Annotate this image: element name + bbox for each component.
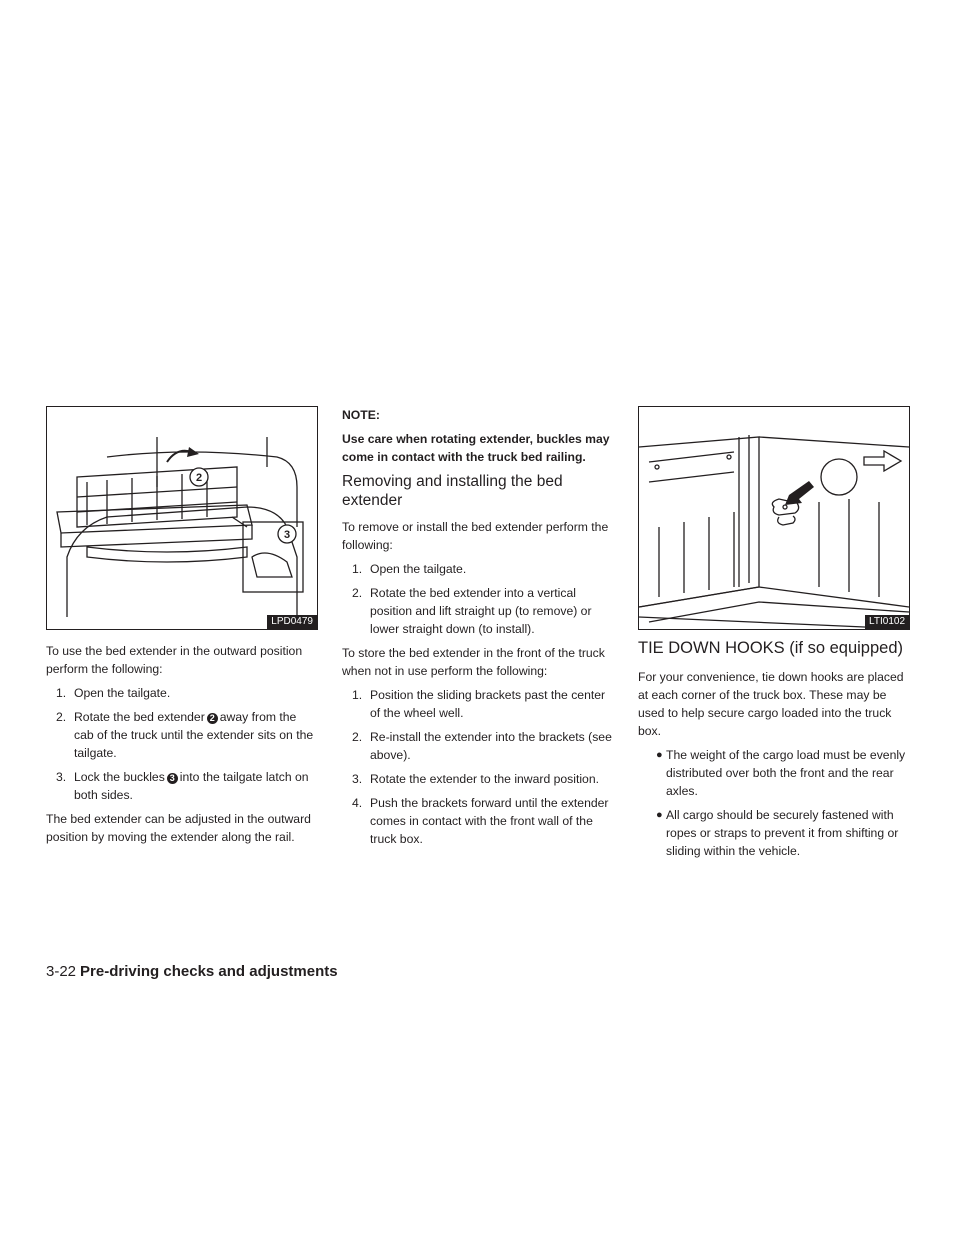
remove-steps	[342, 560, 614, 638]
intro-text: To use the bed extender in the outward position perform the following:	[46, 644, 303, 676]
list-item: 1. Open the tailgate.	[352, 562, 467, 576]
callout-3: 3	[283, 529, 291, 541]
bullet-icon: ●	[656, 749, 663, 761]
column-left	[46, 406, 318, 852]
outro-text: The bed extender can be adjusted in the outward position by moving the extender along the rail.	[46, 812, 311, 844]
callout-2: 2	[195, 472, 203, 484]
intro-text: To remove or install the bed extender perform the following:	[342, 520, 609, 552]
store-steps	[342, 686, 614, 848]
note-heading: NOTE:	[342, 408, 380, 422]
list-item: ● The weight of the cargo load must be evenly distributed over both the front and the rear axles.	[656, 748, 906, 798]
list-item: 1. Position the sliding brackets past the center of the wheel well.	[352, 688, 606, 720]
list-item: 2. Rotate the bed extender 2 away from the cab of the truck until the extender sits on the tailgate.	[56, 710, 314, 760]
list-item: 4. Push the brackets forward until the extender comes in contact with the front wall of the truck box.	[352, 796, 609, 846]
bullet-icon: ●	[656, 809, 663, 821]
intro-text: For your convenience, tie down hooks are placed at each corner of the truck box. These may be used to help secure cargo loaded into the truck box.	[638, 670, 904, 738]
store-intro-text: To store the bed extender in the front of the truck when not in use perform the following:	[342, 646, 605, 678]
truck-box-illustration	[639, 407, 909, 629]
figure-code: LPD0479	[267, 615, 317, 629]
column-right	[638, 406, 910, 866]
list-item: 3. Lock the buckles 3 into the tailgate latch on both sides.	[56, 770, 309, 802]
section-title: Removing and installing the bed extender	[342, 473, 563, 509]
list-item: ● All cargo should be securely fastened with ropes or straps to prevent it from shifting or sliding within the vehicle.	[656, 808, 899, 858]
page-footer	[46, 963, 338, 980]
outward-steps	[46, 684, 318, 804]
section-title: TIE DOWN HOOKS (if so equipped)	[638, 639, 903, 657]
list-item: 2. Re-install the extender into the brackets (see above).	[352, 730, 612, 762]
column-middle	[342, 406, 614, 854]
list-item: 3. Rotate the extender to the inward position.	[352, 772, 599, 786]
note-body: Use care when rotating extender, buckles may come in contact with the truck bed railing.	[342, 432, 610, 464]
tie-down-figure	[638, 406, 910, 630]
list-item: 1. Open the tailgate.	[56, 686, 171, 700]
cargo-bullets	[638, 746, 910, 860]
callout-ref-3: 3	[167, 773, 178, 784]
callout-ref-2: 2	[207, 713, 218, 724]
bed-extender-illustration	[47, 407, 317, 629]
list-item: 2. Rotate the bed extender into a vertical position and lift straight up (to remove) or lower straight down (to install).	[352, 586, 592, 636]
bed-extender-figure	[46, 406, 318, 630]
chapter-title: Pre-driving checks and adjustments	[80, 963, 338, 980]
page-number: 3-22	[46, 963, 77, 980]
figure-code: LTI0102	[865, 615, 909, 629]
